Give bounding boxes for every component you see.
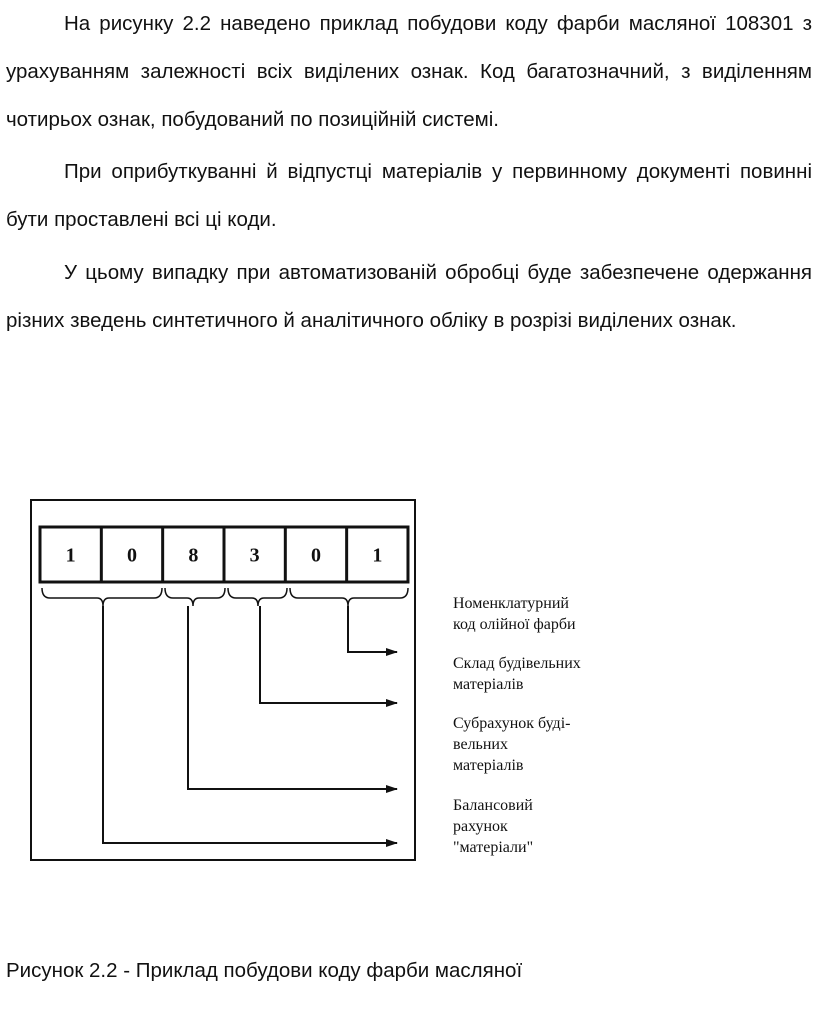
paragraph-1: На рисунку 2.2 наведено приклад побудови коду фарби масляної 108301 з урахуванням залежності всіх виділених ознак. Код багатозначний, з виділенням чотирьох ознак, побудований по позиційній системі. (6, 12, 812, 131)
figure-label (453, 715, 570, 774)
brace (165, 588, 225, 606)
figure-caption: Рисунок 2.2 - Приклад побудови коду фарби масляної (6, 959, 523, 982)
paragraph-3: У цьому випадку при автоматизованій обробці буде забезпечене одержання різних зведень синтетичного й аналітичного обліку в розрізі виділених ознак. (6, 261, 812, 332)
brace (228, 588, 287, 606)
connector-arrow (260, 606, 397, 703)
paragraph-2: При оприбуткуванні й відпустці матеріалів у первинному документі повинні бути проставлені всі ці коди. (6, 160, 812, 231)
connector-arrow (103, 606, 397, 843)
figure-label-line: матеріалів (453, 676, 524, 693)
figure-label-line: "матеріали" (453, 839, 534, 856)
figure-label (453, 595, 576, 633)
figure-label (453, 797, 533, 856)
connector-arrow (348, 606, 397, 652)
figure-label-line: Номенклатурний (453, 595, 569, 612)
code-digit: 8 (188, 544, 199, 567)
code-digit: 0 (310, 544, 321, 567)
code-digit: 3 (249, 544, 260, 567)
brace (290, 588, 408, 606)
figure-label-line: Склад будівельних (453, 655, 581, 672)
braces (42, 588, 408, 606)
digit-cells (40, 527, 408, 582)
figure-label-line: Балансовий (453, 797, 533, 814)
connector-arrow (188, 606, 397, 789)
code-digit: 1 (65, 544, 76, 567)
figure-label-line: Субрахунок буді- (453, 715, 571, 732)
labels (453, 595, 581, 856)
code-digit: 1 (372, 544, 383, 567)
figure-label (453, 655, 581, 693)
code-digit: 0 (126, 544, 137, 567)
connectors (103, 606, 397, 843)
figure-label-line: вельних (453, 736, 508, 753)
figure-label-line: код олійної фарби (453, 616, 576, 633)
figure-label-line: рахунок (453, 818, 508, 835)
figure-label-line: матеріалів (453, 757, 524, 774)
brace (42, 588, 162, 606)
